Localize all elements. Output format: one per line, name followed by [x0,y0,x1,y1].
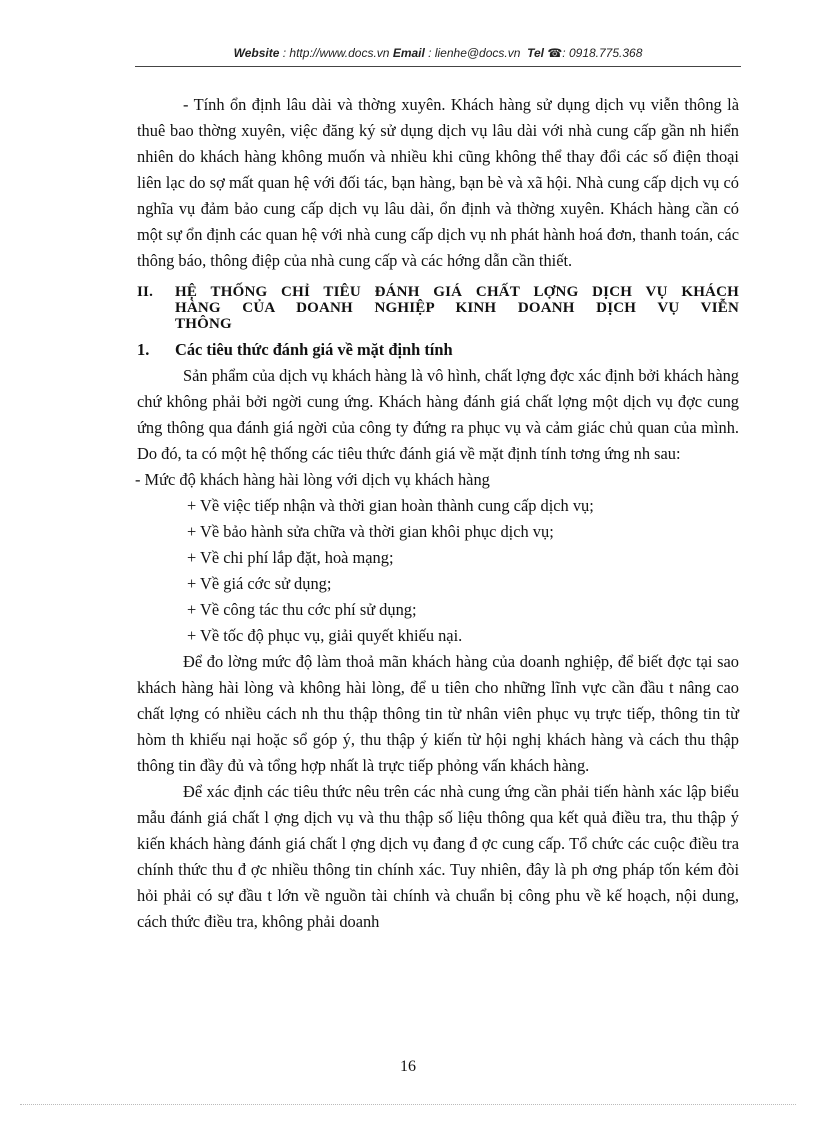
tel-label: Tel [527,46,544,60]
page-number: 16 [400,1058,416,1075]
phone-icon: ☎ [547,46,563,60]
subsection-1-number: 1. [137,340,150,359]
subsection-1-title: Các tiêu thức đánh giá về mặt định tính [175,340,453,359]
criteria-list [137,493,739,649]
subsection-1-heading [137,337,739,363]
tel-value: : 0918.775.368 [562,46,643,60]
criteria-item: + Về việc tiếp nhận và thời gian hoàn thành cung cấp dịch vụ; [187,496,594,515]
website-url[interactable]: http://www.docs.vn [289,46,390,60]
section-2-title-line2: HÀNG CỦA DOANH NGHIỆP KINH DOANH DỊCH VỤ VIỄN [175,300,739,316]
page-header [135,46,741,67]
measure-paragraph: Để đo lờng mức độ làm thoả mãn khách hàng của doanh nghiệp, để biết đợc tại sao khách hàng hài lòng và không hài lòng, để u tiên cho những lĩnh vực cần đầu t nâng cao chất lợng có nhiều cách nh thu thập thông tin từ nhân viên phục vụ trực tiếp, thông tin từ hòm th khiếu nại hoặc sổ góp ý, thu thập ý kiến từ hội nghị khách hàng và cách thu thập thông tin đầy đủ và tổng hợp nhất là trực tiếp phỏng vấn khách hàng. [137,652,739,775]
website-sep: : [279,46,290,60]
determine-paragraph: Để xác định các tiêu thức nêu trên các nhà cung ứng cần phải tiến hành xác lập biểu mẫu đánh giá chất l ợng dịch vụ và thu thập số liệu thông qua kết quả điều tra, thu thập ý kiến khách hàng đánh giá chất l ợng dịch vụ đang đ ợc cung cấp. Tổ chức các cuộc điều tra chính thức thu đ ợc nhiều thông tin chính xác. Tuy nhiên, đây là ph ơng pháp tốn kém đòi hỏi phải có sự đầu t lớn về nguồn tài chính và chuẩn bị công phu về kế hoạch, nội dung, cách thức điều tra, không phải doanh [137,782,739,931]
footer-divider [20,1104,796,1105]
criteria-item: + Về giá cớc sử dụng; [187,574,332,593]
email-value[interactable]: lienhe@docs.vn [434,46,521,60]
section-2-title-line3: THÔNG [175,316,232,332]
criteria-item: + Về chi phí lắp đặt, hoà mạng; [187,548,394,567]
document-body [137,92,739,935]
criteria-item: + Về bảo hành sửa chữa và thời gian khôi phục dịch vụ; [187,522,554,541]
email-label: Email [392,46,425,60]
email-sep: : [424,46,435,60]
section-2-number: II. [137,284,154,300]
qualitative-paragraph: Sản phẩm của dịch vụ khách hàng là vô hình, chất lợng đợc xác định bởi khách hàng chứ không phải bởi ngời cung ứng. Khách hàng đánh giá chất lợng một dịch vụ đợc cung ứng thông qua đánh giá ngời của công ty đứng ra phục vụ và cảm giác chủ quan của mình. Do đó, ta có một hệ thống các tiêu thức đánh giá về mặt định tính tơng ứng nh sau: [137,366,739,463]
website-label: Website [233,46,280,60]
criteria-item: + Về tốc độ phục vụ, giải quyết khiếu nại. [187,626,463,645]
intro-paragraph: - Tính ổn định lâu dài và thờng xuyên. Khách hàng sử dụng dịch vụ viễn thông là thuê bao thờng xuyên, việc đăng ký sử dụng dịch vụ lâu dài với nhà cung cấp gần nh hiển nhiên do khách hàng không muốn và nhiều khi cũng không thể thay đổi các số điện thoại liên lạc do sợ mất quan hệ với đối tác, bạn hàng, bạn bè và xã hội. Nhà cung cấp dịch vụ có nghĩa vụ đảm bảo cung cấp dịch vụ lâu dài, ổn định và thờng xuyên. Khách hàng cần có một sự ổn định các quan hệ với nhà cung cấp dịch vụ nh phát hành hoá đơn, thanh toán, các thông báo, thông điệp của nhà cung cấp và các hớng dẫn cần thiết. [137,95,739,270]
section-2-title-line1: HỆ THỐNG CHỈ TIÊU ĐÁNH GIÁ CHẤT LỢNG DỊCH VỤ KHÁCH [175,284,739,300]
criteria-item: + Về công tác thu cớc phí sử dụng; [187,600,417,619]
satisfaction-line: - Mức độ khách hàng hài lòng với dịch vụ khách hàng [135,470,490,489]
section-2-title [175,284,739,332]
section-2-heading [137,284,739,332]
